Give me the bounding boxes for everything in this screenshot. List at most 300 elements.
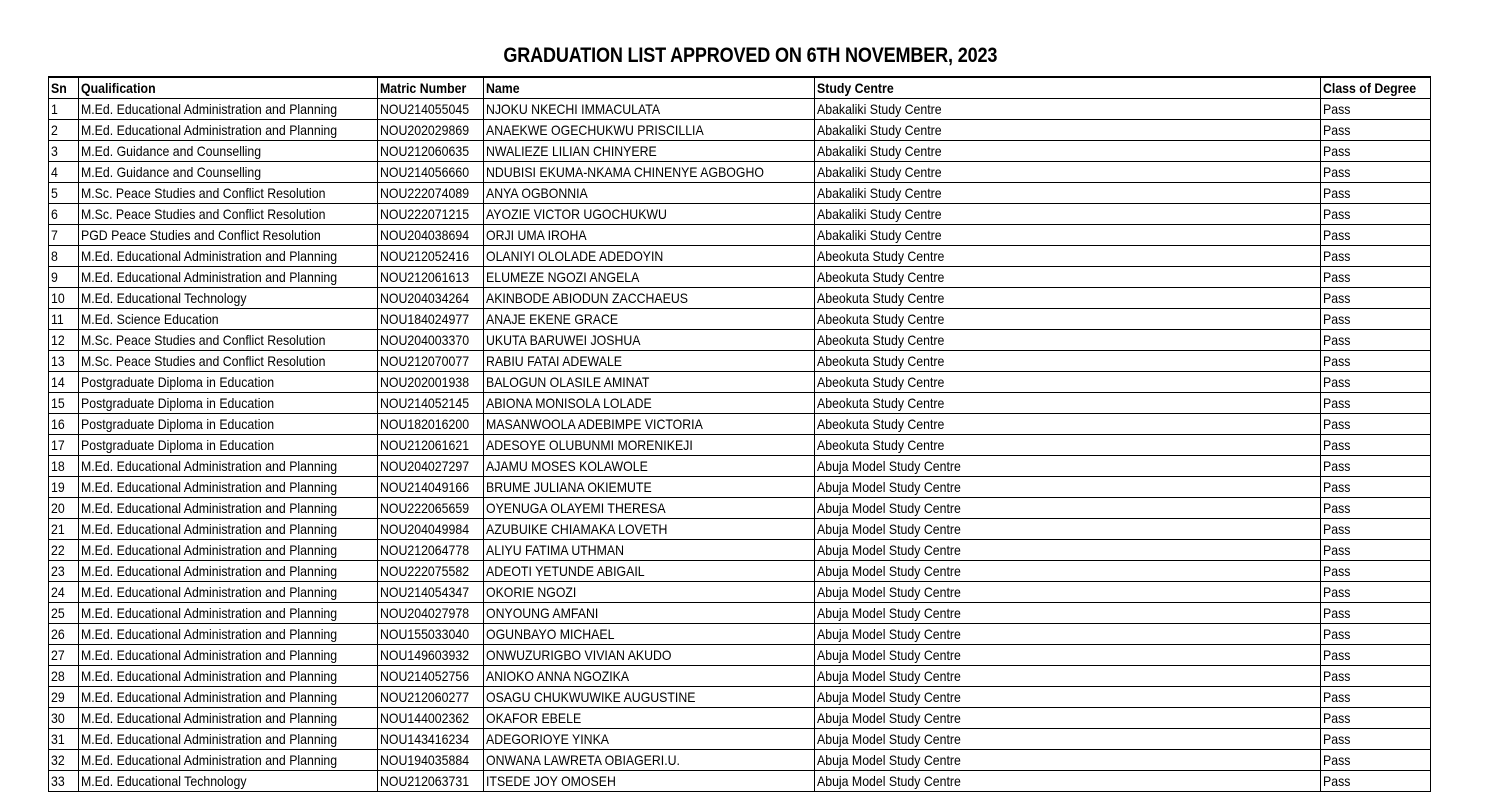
table-row [49,183,1431,204]
cell-qualification-text: PGD Peace Studies and Conflict Resolution [81,227,321,243]
cell-matric-number [378,288,484,309]
cell-qualification-text: M.Ed. Educational Administration and Planning [81,647,338,663]
header-qualification [79,77,378,99]
cell-qualification [79,183,378,204]
cell-study-centre-text: Abuja Model Study Centre [817,773,961,789]
cell-class-of-degree-text: Pass [1323,521,1351,537]
cell-name-text: ANAEKWE OGECHUKWU PRISCILLIA [486,122,704,138]
cell-sn-text: 26 [51,626,65,642]
cell-matric-number [378,330,484,351]
cell-class-of-degree [1321,519,1431,540]
cell-matric-number-text: NOU214056660 [380,164,470,180]
cell-qualification-text: M.Ed. Guidance and Counselling [81,164,262,180]
cell-study-centre-text: Abuja Model Study Centre [817,752,961,768]
cell-matric-number-text: NOU204049984 [380,521,470,537]
cell-qualification-text: M.Ed. Educational Administration and Planning [81,626,338,642]
cell-matric-number [378,666,484,687]
cell-sn [49,771,79,792]
cell-sn-text: 7 [51,227,58,243]
cell-study-centre-text: Abuja Model Study Centre [817,605,961,621]
cell-name-text: RABIU FATAI ADEWALE [486,353,623,369]
cell-name-text: OLANIYI OLOLADE ADEDOYIN [486,248,664,264]
table-body [49,99,1431,792]
cell-qualification [79,246,378,267]
cell-study-centre-text: Abuja Model Study Centre [817,647,961,663]
cell-matric-number-text: NOU202001938 [380,374,470,390]
cell-matric-number [378,624,484,645]
cell-matric-number-text: NOU214052756 [380,668,470,684]
table-row [49,708,1431,729]
cell-class-of-degree [1321,456,1431,477]
cell-study-centre [815,708,1321,729]
cell-qualification-text: Postgraduate Diploma in Education [81,416,275,432]
cell-class-of-degree [1321,246,1431,267]
cell-qualification [79,204,378,225]
cell-sn [49,309,79,330]
cell-qualification [79,771,378,792]
cell-sn [49,666,79,687]
cell-sn [49,687,79,708]
cell-qualification [79,498,378,519]
cell-matric-number [378,351,484,372]
cell-matric-number-text: NOU204034264 [380,290,470,306]
cell-sn [49,204,79,225]
cell-sn [49,582,79,603]
cell-name-text: MASANWOOLA ADEBIMPE VICTORIA [486,416,703,432]
table-row [49,540,1431,561]
cell-sn [49,414,79,435]
cell-name-text: ADESOYE OLUBUNMI MORENIKEJI [486,437,693,453]
cell-study-centre-text: Abuja Model Study Centre [817,563,961,579]
cell-qualification [79,519,378,540]
cell-study-centre [815,561,1321,582]
table-row [49,204,1431,225]
cell-class-of-degree-text: Pass [1323,479,1351,495]
cell-matric-number [378,435,484,456]
cell-name [484,267,815,288]
cell-class-of-degree [1321,99,1431,120]
cell-matric-number [378,540,484,561]
cell-qualification-text: M.Ed. Educational Administration and Planning [81,689,338,705]
cell-class-of-degree-text: Pass [1323,353,1351,369]
table-row [49,624,1431,645]
cell-sn [49,498,79,519]
cell-sn-text: 1 [51,101,58,117]
cell-qualification [79,708,378,729]
cell-sn-text: 24 [51,584,65,600]
cell-qualification [79,330,378,351]
table-row [49,771,1431,792]
cell-study-centre-text: Abeokuta Study Centre [817,269,945,285]
cell-class-of-degree-text: Pass [1323,311,1351,327]
cell-study-centre [815,162,1321,183]
cell-class-of-degree-text: Pass [1323,143,1351,159]
cell-name [484,288,815,309]
header-name [484,77,815,99]
cell-study-centre [815,393,1321,414]
cell-sn-text: 15 [51,395,65,411]
cell-name-text: AYOZIE VICTOR UGOCHUKWU [486,206,667,222]
cell-matric-number [378,393,484,414]
cell-class-of-degree [1321,225,1431,246]
cell-sn [49,330,79,351]
cell-qualification [79,456,378,477]
table-row [49,477,1431,498]
cell-study-centre [815,645,1321,666]
cell-class-of-degree-text: Pass [1323,563,1351,579]
cell-sn [49,729,79,750]
cell-matric-number [378,204,484,225]
cell-sn-text: 2 [51,122,58,138]
cell-class-of-degree [1321,771,1431,792]
cell-matric-number-text: NOU184024977 [380,311,470,327]
cell-class-of-degree-text: Pass [1323,500,1351,516]
cell-sn-text: 23 [51,563,65,579]
cell-class-of-degree-text: Pass [1323,584,1351,600]
cell-sn-text: 8 [51,248,58,264]
cell-matric-number-text: NOU204003370 [380,332,470,348]
table-row [49,561,1431,582]
cell-matric-number-text: NOU155033040 [380,626,470,642]
cell-study-centre-text: Abeokuta Study Centre [817,332,945,348]
cell-qualification-text: M.Ed. Educational Administration and Planning [81,458,338,474]
cell-matric-number-text: NOU214049166 [380,479,470,495]
cell-qualification [79,141,378,162]
cell-sn-text: 32 [51,752,65,768]
cell-class-of-degree [1321,687,1431,708]
cell-study-centre-text: Abuja Model Study Centre [817,542,961,558]
cell-name [484,204,815,225]
cell-class-of-degree [1321,120,1431,141]
cell-sn [49,120,79,141]
cell-qualification-text: M.Sc. Peace Studies and Conflict Resolution [81,206,326,222]
cell-matric-number [378,309,484,330]
table-row [49,162,1431,183]
cell-name-text: ORJI UMA IROHA [486,227,587,243]
cell-name [484,687,815,708]
cell-study-centre [815,582,1321,603]
cell-name [484,729,815,750]
cell-sn-text: 6 [51,206,58,222]
cell-sn [49,435,79,456]
cell-sn [49,393,79,414]
cell-sn [49,288,79,309]
cell-name-text: BRUME JULIANA OKIEMUTE [486,479,652,495]
cell-name [484,771,815,792]
cell-class-of-degree-text: Pass [1323,248,1351,264]
cell-qualification [79,624,378,645]
cell-sn [49,267,79,288]
cell-study-centre [815,771,1321,792]
cell-qualification [79,666,378,687]
cell-matric-number-text: NOU212070077 [380,353,470,369]
cell-sn [49,708,79,729]
cell-sn-text: 25 [51,605,65,621]
cell-qualification-text: M.Ed. Educational Administration and Planning [81,752,338,768]
cell-matric-number-text: NOU212060277 [380,689,470,705]
cell-name [484,225,815,246]
cell-matric-number [378,162,484,183]
cell-matric-number-text: NOU222065659 [380,500,470,516]
cell-name [484,120,815,141]
cell-qualification [79,393,378,414]
cell-matric-number [378,120,484,141]
cell-matric-number-text: NOU204027978 [380,605,470,621]
cell-matric-number-text: NOU212061613 [380,269,470,285]
cell-name-text: OGUNBAYO MICHAEL [486,626,615,642]
cell-matric-number-text: NOU222074089 [380,185,470,201]
cell-class-of-degree-text: Pass [1323,227,1351,243]
cell-name-text: ITSEDE JOY OMOSEH [486,773,616,789]
cell-class-of-degree-text: Pass [1323,752,1351,768]
cell-sn-text: 20 [51,500,65,516]
cell-study-centre [815,351,1321,372]
cell-sn-text: 21 [51,521,65,537]
cell-name [484,666,815,687]
cell-name-text: NDUBISI EKUMA-NKAMA CHINENYE AGBOGHO [486,164,764,180]
header-sn-label: Sn [51,80,67,96]
cell-class-of-degree [1321,477,1431,498]
cell-name-text: AZUBUIKE CHIAMAKA LOVETH [486,521,668,537]
cell-name [484,519,815,540]
cell-class-of-degree [1321,582,1431,603]
cell-study-centre [815,246,1321,267]
table-row [49,435,1431,456]
cell-study-centre [815,120,1321,141]
cell-name-text: OYENUGA OLAYEMI THERESA [486,500,666,516]
table-row [49,666,1431,687]
cell-name [484,351,815,372]
cell-study-centre-text: Abakaliki Study Centre [817,206,942,222]
cell-matric-number [378,414,484,435]
cell-study-centre-text: Abeokuta Study Centre [817,311,945,327]
table-row [49,393,1431,414]
cell-qualification-text: M.Ed. Educational Administration and Planning [81,584,338,600]
cell-name [484,246,815,267]
cell-qualification [79,309,378,330]
cell-sn-text: 30 [51,710,65,726]
cell-class-of-degree [1321,162,1431,183]
cell-matric-number-text: NOU143416234 [380,731,470,747]
cell-matric-number [378,456,484,477]
cell-class-of-degree [1321,708,1431,729]
cell-sn [49,540,79,561]
cell-study-centre [815,141,1321,162]
cell-study-centre-text: Abuja Model Study Centre [817,584,961,600]
cell-class-of-degree-text: Pass [1323,122,1351,138]
table-row [49,414,1431,435]
cell-class-of-degree [1321,540,1431,561]
cell-class-of-degree-text: Pass [1323,395,1351,411]
cell-matric-number [378,708,484,729]
cell-matric-number [378,225,484,246]
cell-study-centre-text: Abeokuta Study Centre [817,395,945,411]
cell-name [484,498,815,519]
cell-matric-number [378,603,484,624]
cell-class-of-degree [1321,603,1431,624]
cell-study-centre [815,372,1321,393]
cell-sn-text: 3 [51,143,58,159]
cell-qualification-text: M.Ed. Educational Administration and Planning [81,605,338,621]
cell-study-centre [815,330,1321,351]
cell-qualification-text: M.Ed. Educational Administration and Planning [81,248,338,264]
cell-class-of-degree [1321,645,1431,666]
cell-sn [49,750,79,771]
cell-name-text: ONWANA LAWRETA OBIAGERI.U. [486,752,680,768]
table-row [49,750,1431,771]
cell-name [484,582,815,603]
cell-name-text: ABIONA MONISOLA LOLADE [486,395,652,411]
header-sn [49,77,79,99]
cell-class-of-degree-text: Pass [1323,332,1351,348]
cell-study-centre-text: Abakaliki Study Centre [817,227,942,243]
cell-sn-text: 28 [51,668,65,684]
cell-matric-number [378,372,484,393]
cell-qualification [79,750,378,771]
cell-qualification-text: M.Ed. Educational Administration and Planning [81,269,338,285]
cell-sn-text: 31 [51,731,65,747]
cell-class-of-degree-text: Pass [1323,689,1351,705]
cell-matric-number [378,771,484,792]
cell-sn [49,519,79,540]
cell-matric-number-text: NOU144002362 [380,710,470,726]
cell-sn-text: 16 [51,416,65,432]
cell-study-centre [815,309,1321,330]
cell-class-of-degree-text: Pass [1323,374,1351,390]
cell-name [484,99,815,120]
cell-qualification-text: M.Sc. Peace Studies and Conflict Resolution [81,332,326,348]
cell-class-of-degree-text: Pass [1323,164,1351,180]
cell-study-centre-text: Abuja Model Study Centre [817,668,961,684]
cell-sn-text: 17 [51,437,65,453]
cell-matric-number-text: NOU149603932 [380,647,470,663]
cell-name-text: ONWUZURIGBO VIVIAN AKUDO [486,647,672,663]
cell-matric-number-text: NOU202029869 [380,122,470,138]
table-row [49,330,1431,351]
table-row [49,246,1431,267]
cell-name-text: OKORIE NGOZI [486,584,577,600]
table-row [49,687,1431,708]
cell-sn [49,561,79,582]
cell-sn-text: 9 [51,269,58,285]
table-row [49,603,1431,624]
cell-class-of-degree-text: Pass [1323,101,1351,117]
cell-sn-text: 10 [51,290,65,306]
cell-qualification-text: M.Ed. Educational Administration and Planning [81,668,338,684]
cell-name-text: ANYA OGBONNIA [486,185,588,201]
cell-class-of-degree [1321,183,1431,204]
cell-name [484,540,815,561]
cell-matric-number-text: NOU204038694 [380,227,470,243]
cell-study-centre-text: Abuja Model Study Centre [817,458,961,474]
cell-study-centre-text: Abuja Model Study Centre [817,626,961,642]
cell-qualification-text: Postgraduate Diploma in Education [81,395,275,411]
cell-class-of-degree [1321,624,1431,645]
cell-class-of-degree [1321,351,1431,372]
cell-study-centre [815,729,1321,750]
cell-sn [49,351,79,372]
cell-name [484,624,815,645]
cell-name [484,414,815,435]
cell-class-of-degree-text: Pass [1323,542,1351,558]
cell-class-of-degree-text: Pass [1323,626,1351,642]
cell-sn [49,246,79,267]
cell-qualification [79,477,378,498]
cell-sn [49,456,79,477]
cell-study-centre-text: Abakaliki Study Centre [817,101,942,117]
cell-qualification [79,267,378,288]
cell-study-centre [815,624,1321,645]
cell-matric-number-text: NOU222075582 [380,563,470,579]
cell-qualification-text: M.Ed. Educational Administration and Planning [81,122,338,138]
cell-class-of-degree [1321,729,1431,750]
table-row [49,498,1431,519]
cell-qualification [79,603,378,624]
cell-matric-number [378,729,484,750]
cell-name-text: ANIOKO ANNA NGOZIKA [486,668,630,684]
table-header-row [49,77,1431,99]
cell-study-centre [815,750,1321,771]
table-row [49,519,1431,540]
cell-class-of-degree-text: Pass [1323,605,1351,621]
cell-matric-number-text: NOU182016200 [380,416,470,432]
cell-qualification-text: M.Ed. Educational Administration and Planning [81,479,338,495]
cell-class-of-degree-text: Pass [1323,437,1351,453]
cell-study-centre [815,99,1321,120]
cell-class-of-degree-text: Pass [1323,206,1351,222]
cell-study-centre [815,603,1321,624]
cell-matric-number-text: NOU212063731 [380,773,470,789]
cell-name [484,309,815,330]
cell-name-text: ADEOTI YETUNDE ABIGAIL [486,563,645,579]
cell-study-centre [815,666,1321,687]
cell-study-centre-text: Abakaliki Study Centre [817,185,942,201]
cell-name-text: AKINBODE ABIODUN ZACCHAEUS [486,290,688,306]
cell-qualification [79,99,378,120]
cell-name [484,603,815,624]
cell-matric-number-text: NOU212060635 [380,143,470,159]
table-row [49,372,1431,393]
cell-study-centre-text: Abuja Model Study Centre [817,500,961,516]
cell-study-centre-text: Abuja Model Study Centre [817,521,961,537]
cell-name [484,456,815,477]
cell-study-centre-text: Abeokuta Study Centre [817,416,945,432]
cell-study-centre-text: Abuja Model Study Centre [817,731,961,747]
cell-name [484,141,815,162]
cell-study-centre-text: Abakaliki Study Centre [817,122,942,138]
cell-matric-number [378,561,484,582]
cell-study-centre [815,498,1321,519]
cell-sn-text: 33 [51,773,65,789]
table-row [49,141,1431,162]
cell-matric-number-text: NOU204027297 [380,458,470,474]
header-class-of-degree [1321,77,1431,99]
cell-qualification [79,414,378,435]
cell-matric-number [378,687,484,708]
cell-study-centre-text: Abakaliki Study Centre [817,164,942,180]
cell-study-centre [815,288,1321,309]
cell-matric-number [378,141,484,162]
cell-sn [49,99,79,120]
cell-qualification-text: M.Ed. Educational Administration and Planning [81,521,338,537]
cell-sn-text: 5 [51,185,58,201]
cell-matric-number-text: NOU214052145 [380,395,470,411]
cell-class-of-degree [1321,435,1431,456]
cell-matric-number [378,99,484,120]
table-row [49,288,1431,309]
cell-name [484,435,815,456]
cell-matric-number-text: NOU214054347 [380,584,470,600]
